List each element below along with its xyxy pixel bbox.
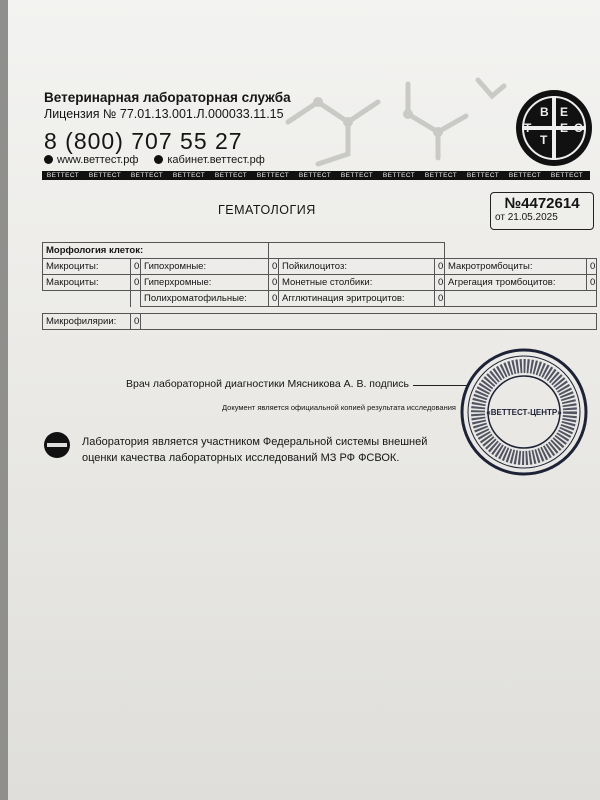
cell-label: Гиперхромные: — [141, 275, 269, 291]
cell-value: 0 — [269, 275, 279, 291]
cell-value: 0 — [269, 259, 279, 275]
cell-value: 0 — [587, 275, 597, 291]
website-link[interactable]: www.веттест.рф — [57, 154, 139, 166]
cabinet-link[interactable]: кабинет.веттест.рф — [167, 154, 265, 166]
cell-label: Пойкилоцитоз: — [279, 259, 435, 275]
table-row — [43, 259, 597, 275]
cell-label: Агглютинация эритроцитов: — [279, 291, 435, 307]
cell-label: Гипохромные: — [141, 259, 269, 275]
table-row — [43, 275, 597, 291]
molecule-graphic — [278, 72, 508, 168]
document-title: ГЕМАТОЛОГИЯ — [218, 203, 316, 217]
cell-label: Монетные столбики: — [279, 275, 435, 291]
cell-value: 0 — [435, 259, 445, 275]
globe-icon — [44, 155, 53, 164]
cell-label: Макротромбоциты: — [445, 259, 587, 275]
table-row — [43, 307, 597, 314]
cell-value: 0 — [131, 259, 141, 275]
phone-number: 8 (800) 707 55 27 — [44, 128, 243, 154]
signature-line — [126, 378, 469, 390]
official-stamp — [458, 346, 590, 478]
fsvok-statement: Лаборатория является участником Федеральной системы внешней оценки качества лабораторных исследований МЗ РФ ФСВОК. — [82, 436, 428, 464]
document-number: №4472614 — [504, 195, 580, 212]
cell-label: Микрофилярии: — [43, 314, 131, 330]
fsvok-logo — [44, 432, 70, 458]
table-row — [43, 291, 597, 307]
cell-value: 0 — [435, 291, 445, 307]
cell-label: Полихроматофильные: — [141, 291, 269, 307]
cell-label: Макроциты: — [43, 275, 131, 291]
websites — [44, 154, 265, 166]
morphology-table — [42, 242, 597, 330]
stamp-center-text: «ВЕТТЕСТ-ЦЕНТР» — [486, 408, 562, 417]
document-date: от 21.05.2025 — [495, 212, 558, 223]
cell-value: 0 — [435, 275, 445, 291]
cell-value: 0 — [131, 314, 141, 330]
license-number: Лицензия № 77.01.13.001.Л.000033.11.15 — [44, 107, 284, 121]
cell-label: Микроциты: — [43, 259, 131, 275]
cell-label: Агрегация тромбоцитов: — [445, 275, 587, 291]
morphology-header: Морфология клеток: — [43, 243, 269, 259]
globe-icon — [154, 155, 163, 164]
official-copy-note: Документ является официальной копией результата исследования — [222, 403, 456, 412]
lab-report-sheet — [8, 0, 600, 800]
table-row — [43, 243, 597, 259]
doctor-signature-text: Врач лабораторной диагностики Мясникова А. В. подпись — [126, 378, 409, 390]
cell-value: 0 — [269, 291, 279, 307]
document-number-box — [490, 192, 594, 230]
service-name: Ветеринарная лабораторная служба — [44, 90, 291, 105]
table-row — [43, 314, 597, 330]
brand-band: ВЕТТЕСТ ВЕТТЕСТ ВЕТТЕСТ ВЕТТЕСТ ВЕТТЕСТ ВЕТТЕСТ ВЕТТЕСТ ВЕТТЕСТ ВЕТТЕСТ ВЕТТЕСТ ВЕТТЕСТ ВЕТТЕСТ ВЕТТЕСТ — [42, 171, 590, 180]
cell-value: 0 — [131, 275, 141, 291]
vettest-logo: В Т Т Е С Е — [516, 90, 592, 166]
cell-value: 0 — [587, 259, 597, 275]
